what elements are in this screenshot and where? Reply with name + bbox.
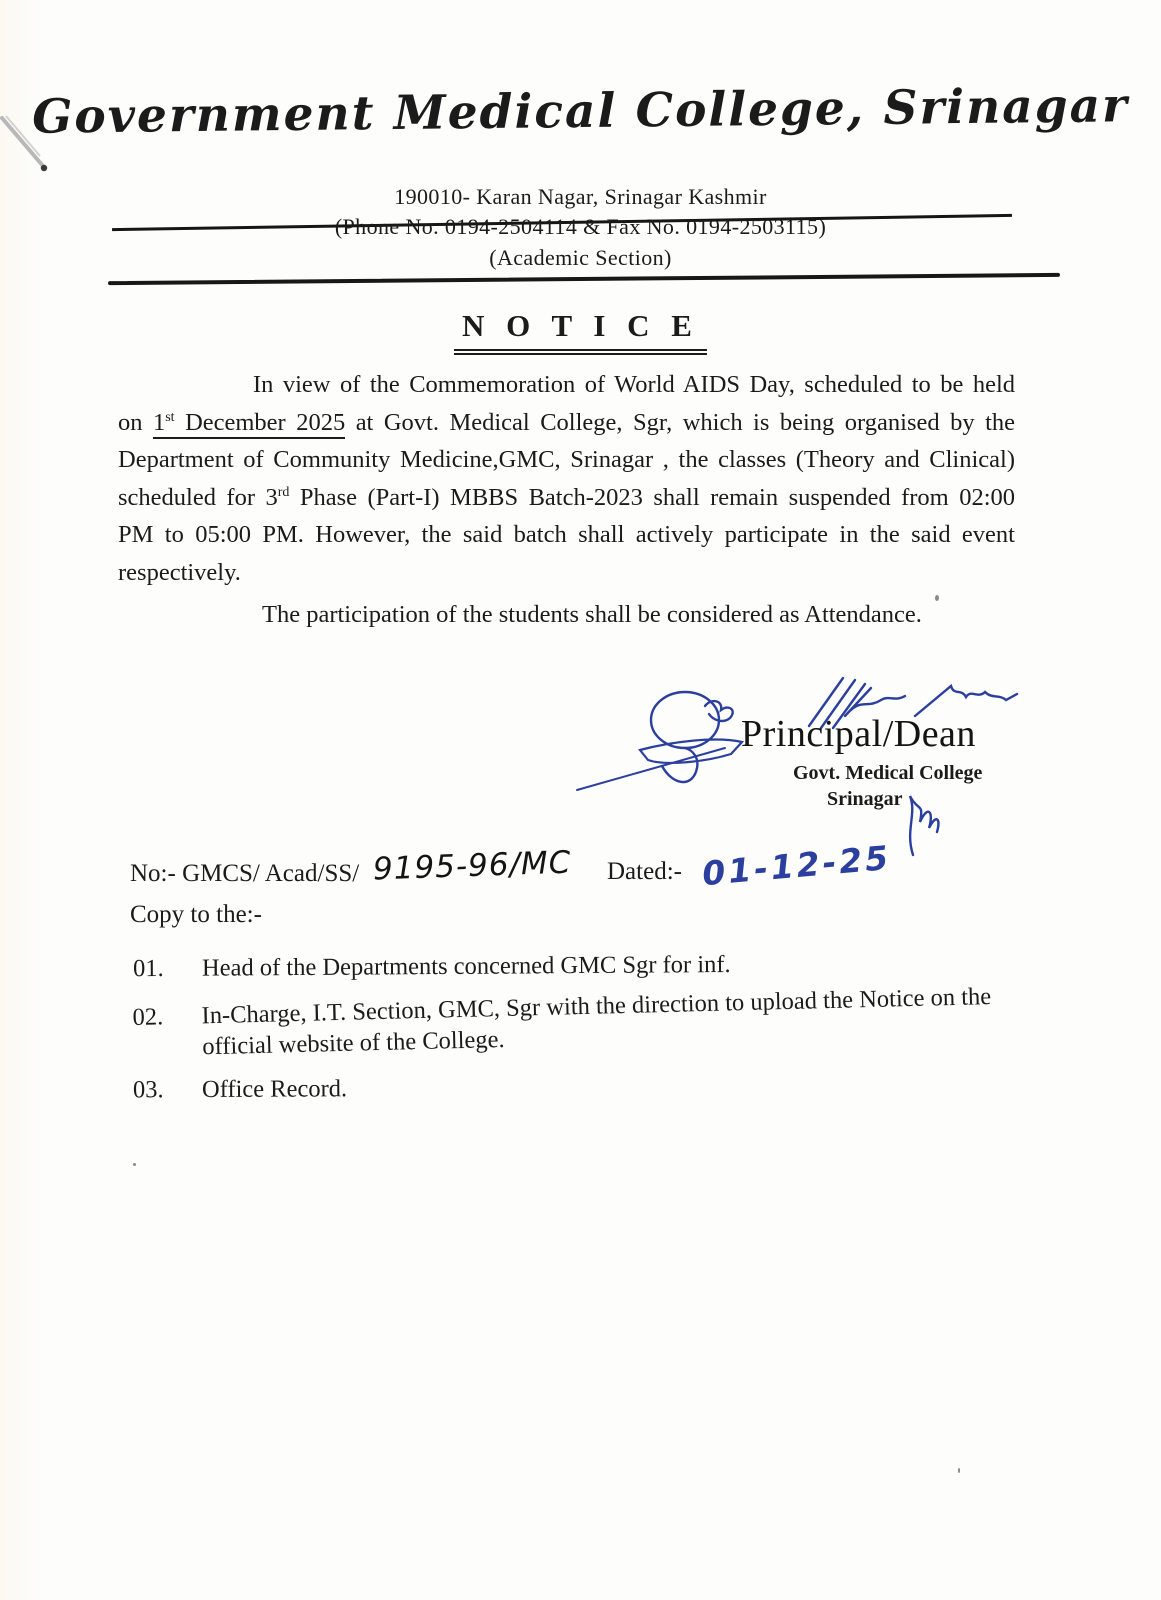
signatory-title: Principal/Dean bbox=[741, 713, 976, 755]
attendance-note: The participation of the students shall be considered as Attendance. bbox=[262, 601, 922, 628]
copy-to-heading: Copy to the:- bbox=[130, 901, 262, 928]
signature-ink-scribbles bbox=[555, 650, 1030, 865]
item-text: In-Charge, I.T. Section, GMC, Sgr with the direction to upload the Notice on the official website of the College. bbox=[201, 983, 992, 1061]
notice-paragraph bbox=[118, 366, 1015, 591]
item-text: Office Record. bbox=[201, 1075, 348, 1104]
college-address: 190010- Karan Nagar, Srinagar Kashmir bbox=[394, 184, 767, 209]
notice-heading: N O T I C E bbox=[454, 308, 707, 355]
copy-to-item bbox=[132, 980, 1038, 1064]
copy-to-item bbox=[133, 947, 1038, 984]
scan-speck bbox=[958, 1468, 960, 1473]
signature-block bbox=[555, 650, 1030, 865]
scan-speck bbox=[133, 1163, 136, 1166]
stamp-signature-scribble bbox=[577, 692, 742, 790]
date-number: 1 bbox=[152, 408, 166, 436]
dated-label: Dated:- bbox=[607, 858, 682, 885]
copy-to-item bbox=[133, 1070, 1038, 1106]
scan-speck bbox=[935, 595, 939, 601]
signatory-org: Govt. Medical College bbox=[793, 762, 983, 784]
signatory-place: Srinagar bbox=[827, 788, 903, 810]
college-title: Government Medical College, Srinagar bbox=[31, 78, 1130, 145]
date-handwritten: 01-12-25 bbox=[700, 837, 893, 894]
reference-number-label: No:- GMCS/ Acad/SS/ bbox=[130, 860, 360, 887]
reference-line bbox=[130, 837, 1040, 906]
academic-section-label: (Academic Section) bbox=[489, 245, 672, 270]
item-text: Head of the Departments concerned GMC Sgr for inf. bbox=[201, 950, 731, 982]
paragraph-segment: at Govt. Medical College, Sgr, which is being organised by the Department of Community Medicine,GMC, Srinagar , the classes (Theory and Clinical) scheduled for 3 bbox=[118, 408, 1015, 511]
letterhead-rule bbox=[108, 273, 1060, 285]
notice-heading-wrap bbox=[0, 308, 1161, 355]
reference-number-handwritten: 9195-96/MC bbox=[372, 844, 572, 888]
copy-to-list bbox=[133, 950, 1038, 1103]
paragraph-segment: In view of the Commemoration of World AIDS Day, scheduled to be held on bbox=[118, 371, 1015, 436]
event-date-underlined bbox=[153, 409, 345, 439]
item-number: 02. bbox=[132, 1003, 164, 1032]
college-phone-fax: (Phone No. 0194-2504114 & Fax No. 0194-2503115) bbox=[334, 214, 827, 239]
phase-ordinal-suffix: rd bbox=[277, 484, 290, 500]
item-number: 01. bbox=[132, 954, 164, 983]
item-number: 03. bbox=[132, 1076, 164, 1104]
date-month-year: December 2025 bbox=[174, 408, 346, 436]
date-ordinal-suffix: st bbox=[165, 409, 175, 425]
paragraph-segment: Phase (Part-I) MBBS Batch-2023 shall remain suspended from 02:00 PM to 05:00 PM. However, the said batch shall actively participate in the said event respectively. bbox=[118, 483, 1015, 586]
